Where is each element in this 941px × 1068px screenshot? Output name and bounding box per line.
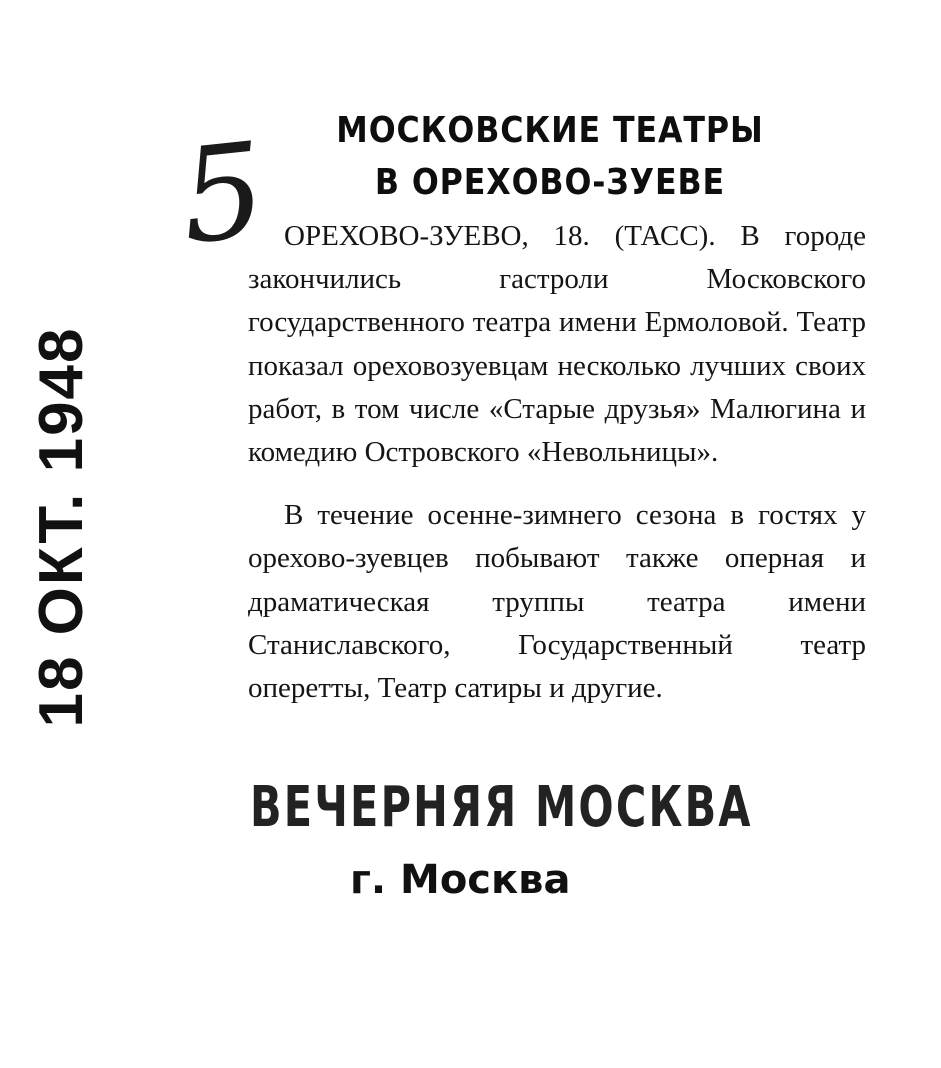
article-body xyxy=(248,215,866,710)
headline-line-1: МОСКОВСКИЕ ТЕАТРЫ xyxy=(336,110,764,151)
headline xyxy=(330,105,770,209)
handwritten-page-number: 5 xyxy=(173,113,272,274)
headline-line-2: В ОРЕХОВО-ЗУЕВЕ xyxy=(374,162,726,203)
newspaper-masthead-stamp: ВЕЧЕРНЯЯ МОСКВА xyxy=(250,775,753,840)
article-paragraph-2: В течение осенне-зимнего сезона в гостях у орехово-зуевцев побывают также оперная и драматическая труппы театра имени Станиславского, Государственный театр оперетты, Театр сатиры и другие. xyxy=(248,499,866,705)
article-paragraph-1: ОРЕХОВО-ЗУЕВО, 18. (ТАСС). В городе закончились гастроли Московского государственного театра имени Ермоловой. Театр показал ореховозуевцам несколько лучших своих работ, в том числе «Старые друзья» Малюгина и комедию Островского «Невольницы». xyxy=(248,220,866,469)
date-stamp: 18 ОКТ. 1948 xyxy=(27,326,96,728)
city-stamp: г. Москва xyxy=(350,857,571,903)
